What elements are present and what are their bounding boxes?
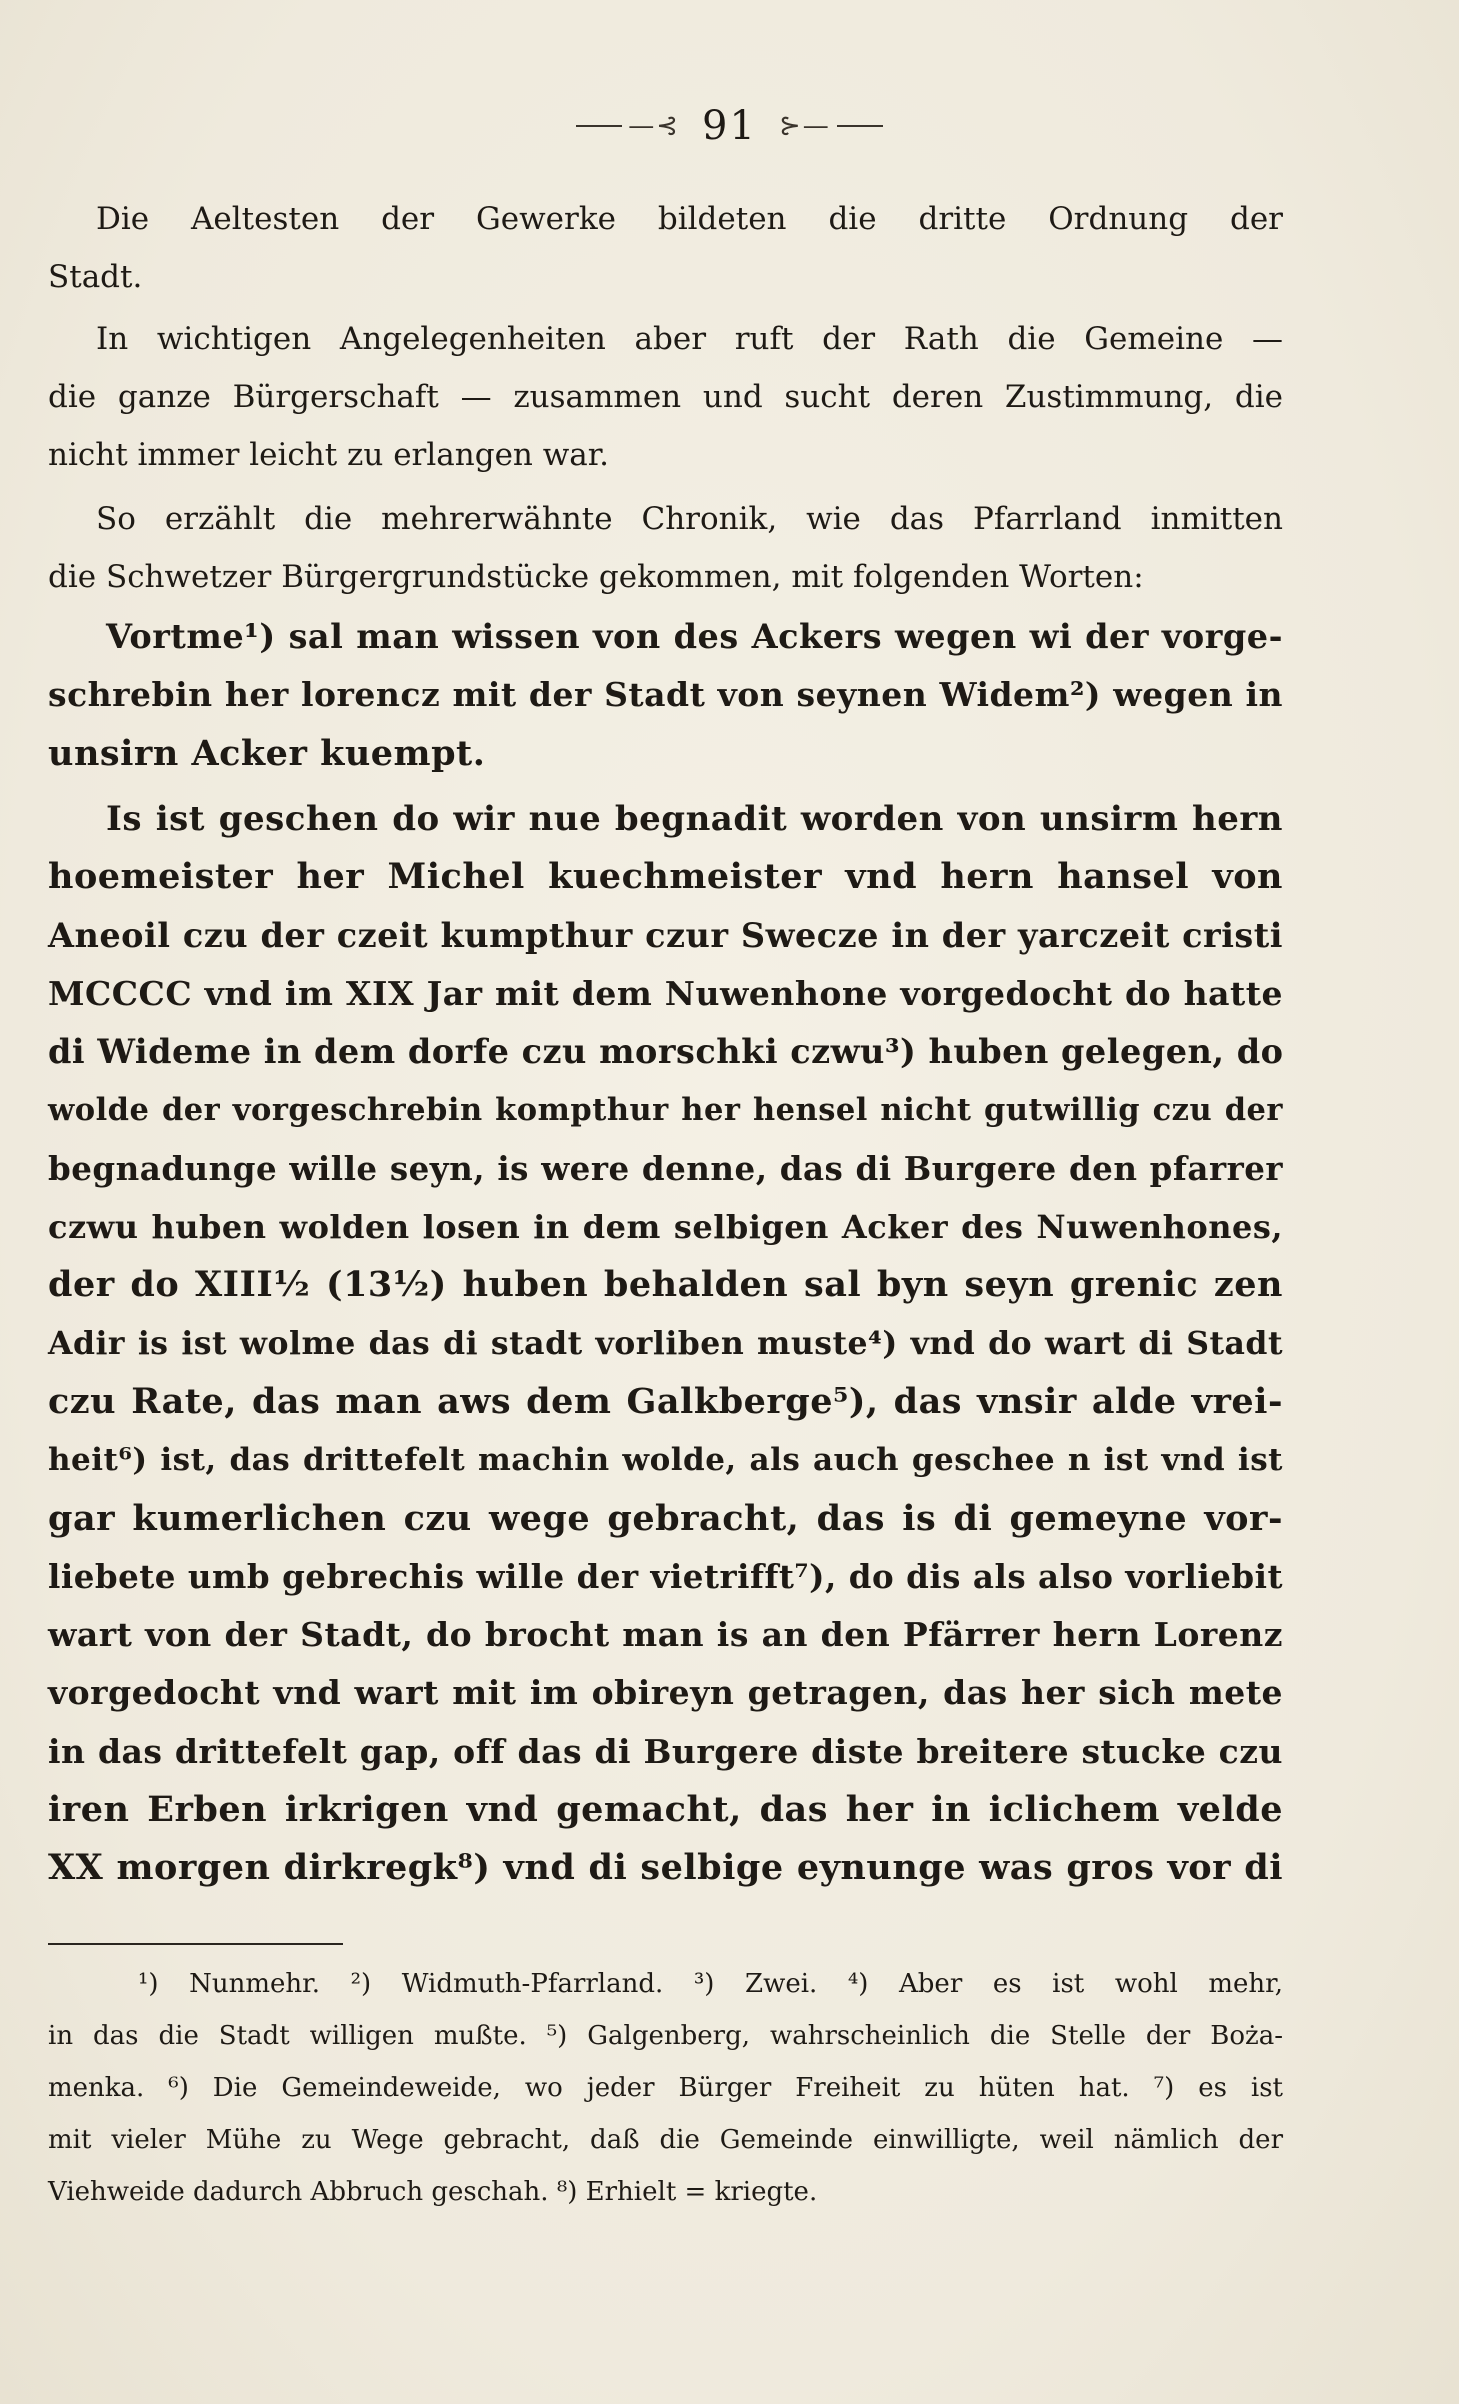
footnote-line: in das die Stadt willigen mußte. ⁵) Galgenberg, wahrscheinlich die Stelle der Boża- (48, 2021, 1283, 2051)
text-line: So erzählt die mehrerwähnte Chronik, wie das Pfarrland inmitten (96, 501, 1283, 537)
blackletter-line: begnadunge wille seyn, is were denne, das di Burgere den pfarrer (48, 1148, 1283, 1188)
footnote-separator (48, 1943, 343, 1945)
blackletter-line: di Wideme in dem dorfe czu morschki czwu³) huben gelegen, do (48, 1032, 1284, 1072)
blackletter-line: unsirn Acker kuempt. (48, 732, 486, 774)
header-ornament-right: ⊱— (778, 111, 831, 141)
blackletter-line: liebete umb gebrechis wille der vietrifft⁷), do dis als also vorliebit (48, 1556, 1283, 1596)
blackletter-line: czu Rate, das man aws dem Galkberge⁵), das vnsir alde vrei- (48, 1380, 1283, 1422)
paragraph-angelegenheiten (48, 310, 1283, 484)
text-line: Die Aeltesten der Gewerke bildeten die dritte Ordnung der (96, 201, 1283, 237)
footnote-line: menka. ⁶) Die Gemeindeweide, wo jeder Bürger Freiheit zu hüten hat. ⁷) es ist (48, 2073, 1283, 2103)
footnotes (48, 1958, 1283, 2218)
blackletter-line: Aneoil czu der czeit kumpthur czur Swecze in der yarczeit cristi (48, 915, 1283, 955)
page-header (0, 100, 1459, 149)
blackletter-line: wart von der Stadt, do brocht man is an den Pfärrer hern Lorenz (48, 1615, 1283, 1655)
footnote-line: mit vieler Mühe zu Wege gebracht, daß die Gemeinde einwilligte, weil nämlich der (48, 2125, 1283, 2155)
paragraph-chronik (48, 490, 1283, 606)
blackletter-line: wolde der vorgeschrebin kompthur her hensel nicht gutwillig czu der (48, 1092, 1283, 1129)
blackletter-line: XX morgen dirkregk⁸) vnd di selbige eynunge was gros vor di (48, 1847, 1283, 1889)
text-line: die Schwetzer Bürgergrundstücke gekommen, mit folgenden Worten: (48, 559, 1144, 595)
blackletter-line: der do XIII½ (13½) huben behalden sal byn seyn grenic zen (48, 1264, 1283, 1306)
blackletter-line: heit⁶) ist, das drittefelt machin wolde, als auch geschee n ist vnd ist (48, 1442, 1283, 1479)
blackletter-line: vorgedocht vnd wart mit im obireyn getragen, das her sich mete (48, 1673, 1283, 1713)
text-line: die ganze Bürgerschaft — zusammen und sucht deren Zustimmung, die (48, 379, 1283, 415)
paragraph-aeltesten (48, 190, 1283, 306)
blackletter-line: Vortme¹) sal man wissen von des Ackers wegen wi der vorge- (106, 617, 1283, 656)
quote-begnadit (48, 790, 1283, 1898)
text-line: Stadt. (48, 259, 143, 295)
blackletter-line: czwu huben wolden losen in dem selbigen Acker des Nuwenhones, (48, 1208, 1283, 1247)
blackletter-line: iren Erben irkrigen vnd gemacht, das her in iclichem velde (48, 1789, 1283, 1831)
header-ornament-left: —⊰ (628, 111, 681, 141)
blackletter-line: hoemeister her Michel kuechmeister vnd hern hansel von (48, 856, 1283, 898)
header-rule-right (837, 125, 883, 127)
quote-vortme (48, 608, 1283, 783)
blackletter-line: Is ist geschen do wir nue begnadit worden von unsirm hern (106, 799, 1283, 839)
page-number: 91 (702, 103, 757, 149)
blackletter-line: gar kumerlichen czu wege gebracht, das is di gemeyne vor- (48, 1497, 1283, 1539)
text-line: nicht immer leicht zu erlangen war. (48, 437, 610, 473)
footnote-line: ¹) Nunmehr. ²) Widmuth-Pfarrland. ³) Zwei. ⁴) Aber es ist wohl mehr, (138, 1969, 1283, 1999)
text-line: In wichtigen Angelegenheiten aber ruft der Rath die Gemeine — (96, 321, 1283, 357)
blackletter-line: MCCCC vnd im XIX Jar mit dem Nuwenhone vorgedocht do hatte (48, 973, 1283, 1013)
blackletter-line: Adir is ist wolme das di stadt vorliben muste⁴) vnd do wart di Stadt (48, 1324, 1283, 1362)
blackletter-line: schrebin her lorencz mit der Stadt von seynen Widem²) wegen in (48, 675, 1283, 715)
footnote-line: Viehweide dadurch Abbruch geschah. ⁸) Erhielt = kriegte. (48, 2177, 818, 2207)
blackletter-line: in das drittefelt gap, off das di Burgere diste breitere stucke czu (48, 1731, 1283, 1771)
header-rule-left (576, 125, 622, 127)
